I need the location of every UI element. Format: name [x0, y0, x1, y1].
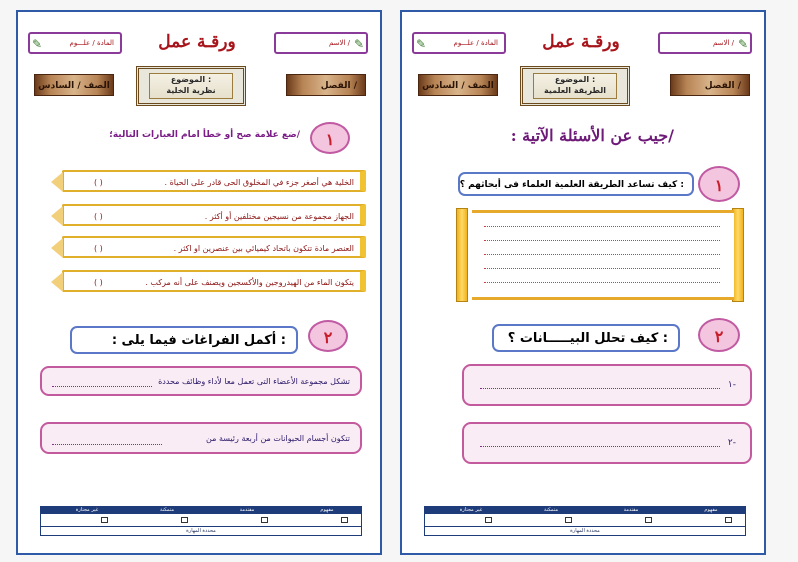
question-number-badge — [310, 122, 350, 154]
subject-box — [412, 32, 506, 54]
skill-assessment-table — [424, 506, 746, 536]
statement-row — [62, 236, 366, 258]
answer-line[interactable] — [52, 444, 162, 445]
question-number-badge — [698, 166, 740, 202]
assessment-col: مقتدمة — [239, 507, 255, 513]
assessment-checkbox[interactable] — [181, 517, 188, 523]
fill-blank-text: تشكل مجموعة الأعضاء التى تعمل معا لأداء وظائف محددة — [158, 377, 350, 386]
class-label: الفصل / — [704, 81, 741, 91]
answer-line[interactable] — [484, 240, 720, 241]
statement-row — [62, 204, 366, 226]
answer-box — [462, 422, 752, 464]
grade-label: الصف / السادس — [422, 81, 494, 91]
assessment-checkbox[interactable] — [565, 517, 572, 523]
answer-pencil-frame — [456, 208, 748, 302]
assessment-col: مفهوم — [704, 507, 718, 513]
statement-text: يتكون الماء من الهيدروجين والأكسجين ويصنف على أنه مركب . — [145, 278, 354, 287]
answer-parentheses[interactable]: ( ) — [94, 212, 103, 221]
pencil-icon: ✎ — [353, 37, 364, 51]
q2-title: : أكمل الفراغات فيما يلى : — [111, 333, 286, 348]
q2-title-box — [492, 324, 680, 352]
class-label: الفصل / — [320, 81, 357, 91]
statement-text: الجهاز مجموعة من نسيجين مختلفين أو أكثر . — [204, 212, 354, 221]
q2-title: : كيف تحلل البيـــــانات ؟ — [507, 331, 668, 346]
pencil-icon: ✎ — [416, 37, 427, 51]
q2-title-box — [70, 326, 298, 354]
answer-parentheses[interactable]: ( ) — [94, 244, 103, 253]
answer-item-label: ١- — [727, 380, 736, 390]
question-number: ٢ — [714, 327, 724, 346]
q1-question-box — [458, 172, 694, 196]
page-heading: /جيب عن الأسئلة الآتية : — [510, 126, 674, 145]
class-plaque — [286, 74, 366, 96]
question-number: ١ — [325, 130, 335, 149]
question-number: ١ — [714, 176, 724, 195]
subject-label: المادة / علـــوم — [453, 39, 498, 47]
assessment-legend: محددة المهارة — [186, 528, 216, 534]
topic-label: الموضوع : — [554, 75, 596, 84]
assessment-legend: محددة المهارة — [570, 528, 600, 534]
statement-row — [62, 170, 366, 192]
assessment-checkbox[interactable] — [101, 517, 108, 523]
question-number-badge — [308, 320, 348, 352]
answer-parentheses[interactable]: ( ) — [94, 178, 103, 187]
answer-line[interactable] — [480, 446, 720, 447]
answer-item-label: ٢- — [727, 438, 736, 448]
worksheet-page-cell-theory — [16, 10, 382, 555]
answer-line[interactable] — [480, 388, 720, 389]
assessment-col: مقتدمة — [623, 507, 639, 513]
question-number: ٢ — [323, 328, 333, 347]
subject-box — [28, 32, 122, 54]
assessment-col: متمكنة — [543, 507, 559, 513]
worksheet-title: ورقـة عمل — [542, 32, 620, 52]
assessment-checkbox[interactable] — [485, 517, 492, 523]
answer-line[interactable] — [484, 268, 720, 269]
assessment-col: مفهوم — [320, 507, 334, 513]
q1-question: : كيف تساعد الطريقة العلمية العلماء فى أبحاثهم ؟ — [459, 180, 684, 190]
skill-assessment-table — [40, 506, 362, 536]
assessment-col: غير مجتازة — [459, 507, 483, 513]
assessment-checkbox[interactable] — [341, 517, 348, 523]
topic-frame — [520, 66, 630, 106]
name-box — [274, 32, 368, 54]
subject-label: المادة / علـــوم — [69, 39, 114, 47]
fill-blank-box — [40, 366, 362, 396]
name-label: الاسم / — [328, 39, 350, 47]
grade-plaque — [418, 74, 498, 96]
class-plaque — [670, 74, 750, 96]
answer-box — [462, 364, 752, 406]
worksheet-page-scientific-method — [400, 10, 766, 555]
name-box — [658, 32, 752, 54]
grade-label: الصف / السادس — [38, 81, 110, 91]
topic-label: الموضوع : — [170, 75, 212, 84]
pencil-icon: ✎ — [737, 37, 748, 51]
topic-value: نظرية الخلية — [166, 86, 216, 95]
pencil-icon: ✎ — [32, 37, 43, 51]
statement-text: الخلية هي أصغر جزء في المخلوق الحى قادر على الحياة . — [164, 178, 354, 187]
assessment-col: متمكنة — [159, 507, 175, 513]
grade-plaque — [34, 74, 114, 96]
name-label: الاسم / — [712, 39, 734, 47]
answer-parentheses[interactable]: ( ) — [94, 278, 103, 287]
question-number-badge — [698, 318, 740, 352]
fill-blank-box — [40, 422, 362, 454]
statement-text: العنصر مادة تتكون باتحاد كيميائي بين عنصرين او اكثر . — [173, 244, 354, 253]
statement-row — [62, 270, 366, 292]
answer-line[interactable] — [484, 226, 720, 227]
topic-frame — [136, 66, 246, 106]
worksheet-title: ورقـة عمل — [158, 32, 236, 52]
fill-blank-text: تتكون أجسام الحيوانات من أربعة رئيسة من — [206, 434, 350, 443]
assessment-checkbox[interactable] — [645, 517, 652, 523]
answer-line[interactable] — [484, 282, 720, 283]
assessment-checkbox[interactable] — [725, 517, 732, 523]
assessment-col: غير مجتازة — [75, 507, 99, 513]
assessment-checkbox[interactable] — [261, 517, 268, 523]
answer-line[interactable] — [484, 254, 720, 255]
q1-instruction: /ضع علامة صح أو خطأ امام العبارات التالية؛ — [109, 130, 300, 140]
topic-value: الطريقة العلمية — [544, 86, 606, 95]
answer-line[interactable] — [52, 386, 152, 387]
